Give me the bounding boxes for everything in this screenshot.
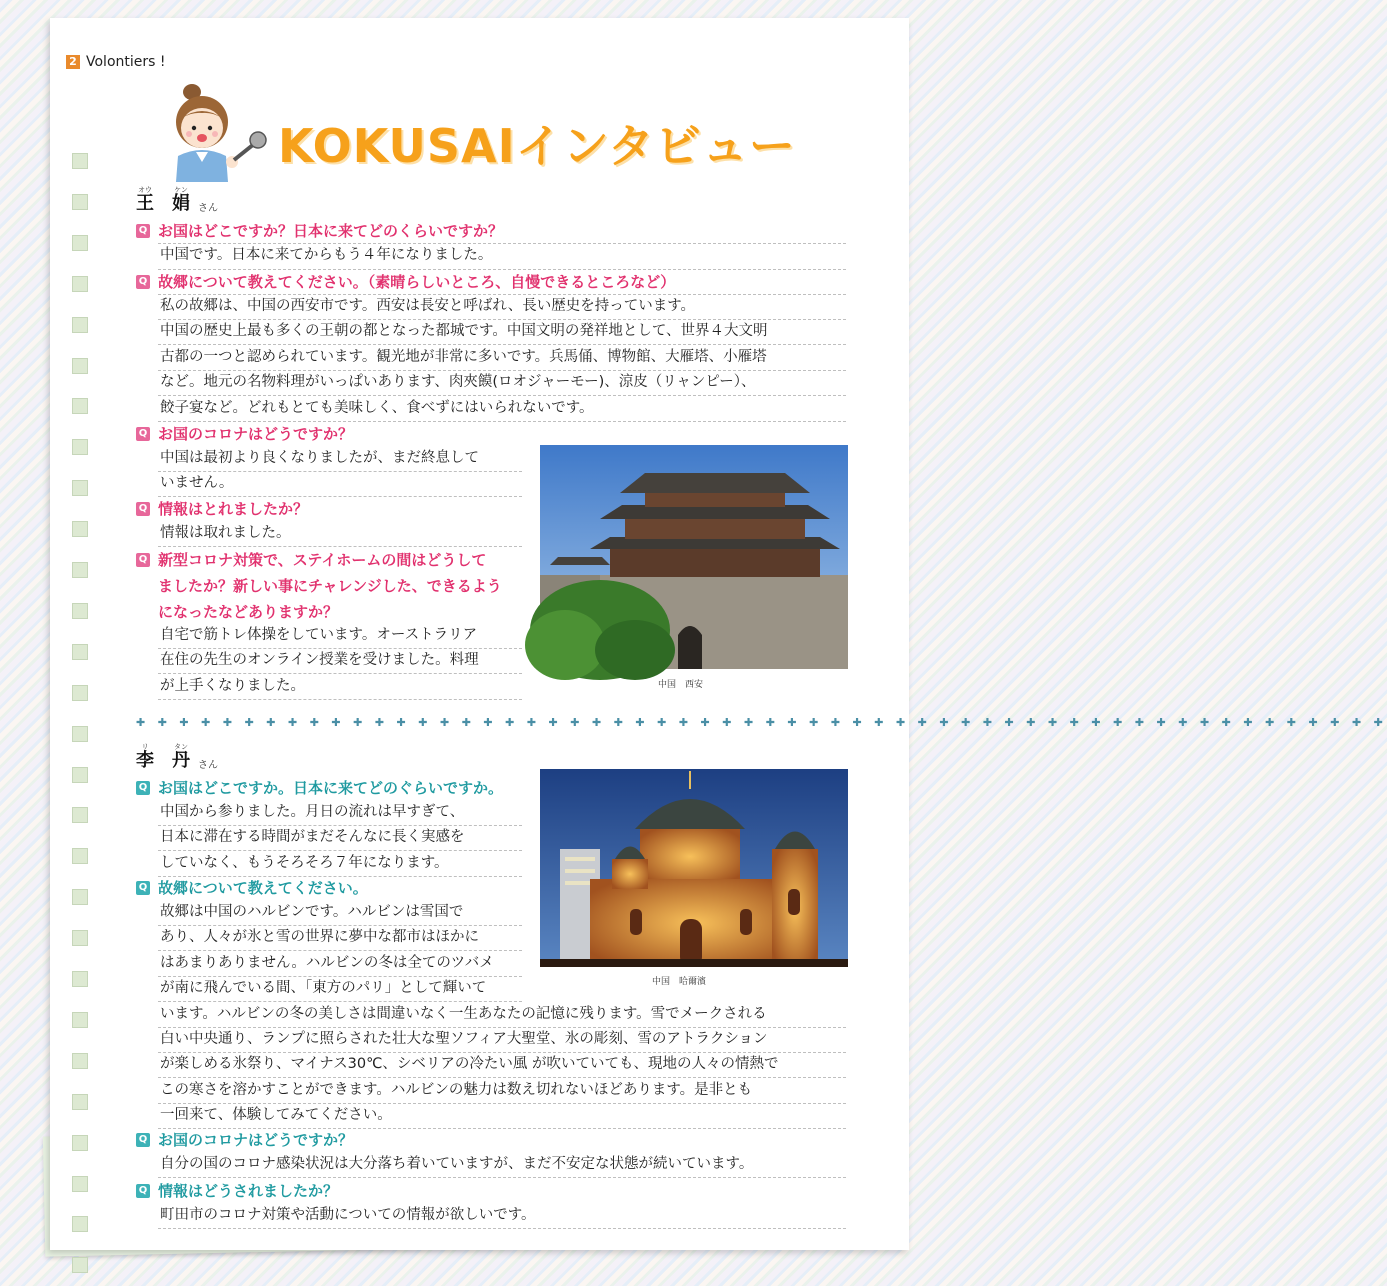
banner-title: KOKUSAIインタビュー [278, 119, 796, 173]
q-badge-icon: Q [136, 553, 150, 567]
question-1-2: Q 故郷について教えてください。（素晴らしいところ、自慢できるところなど） [136, 269, 675, 295]
binder-hole [72, 398, 88, 414]
answer-line: 中国の歴史上最も多くの王朝の都となった都城です。中国文明の発祥地として、世界４大文明 [160, 323, 768, 340]
question-1-3: Q お国のコロナはどうですか？ [136, 421, 353, 447]
q-badge-icon: Q [136, 1184, 150, 1198]
binder-hole [72, 603, 88, 619]
answer-line: が上手くなりました。 [160, 677, 305, 694]
binder-hole [72, 562, 88, 578]
binder-hole [72, 480, 88, 496]
question-1-1: Q お国はどこですか？日本に来てどのくらいですか？ [136, 218, 503, 244]
binder-hole [72, 1216, 88, 1232]
answer-line: 古都の一つと認められています。観光地が非常に多いです。兵馬俑、博物館、大雁塔、小雁塔 [160, 348, 767, 365]
answer-line: 在住の先生のオンライン授業を受けました。料理 [160, 652, 479, 669]
answer-line: いません。 [160, 475, 234, 492]
binder-hole [72, 889, 88, 905]
binder-hole [72, 1012, 88, 1028]
answer-line: 餃子宴など。どれもとても美味しく、食べずにはいられないです。 [160, 399, 594, 416]
page-sheet [50, 18, 1387, 1250]
answer-line: 日本に滞在する時間がまだそんなに長く実感を [160, 829, 465, 846]
binder-hole [72, 1135, 88, 1151]
interviewee-2-name: リ 李 タン 丹 さん [136, 743, 218, 771]
answer-line: 故郷は中国のハルビンです。ハルビンは雪国で [160, 904, 464, 920]
section-number-badge: 2 [66, 55, 80, 69]
answer-line: 自分の国のコロナ感染状況は大分落ち着いていますが、まだ不安定な状態が続いています。 [160, 1156, 754, 1172]
answer-line: 自宅で筋トレ体操をしています。オーストラリア [160, 627, 478, 643]
binder-hole [72, 317, 88, 333]
binder-hole [72, 726, 88, 742]
answer-line: います。ハルビンの冬の美しさは間違いなく一生あなたの記憶に残ります。雪でメークされる [160, 1005, 767, 1022]
answer-line: 町田市のコロナ対策や活動についての情報が欲しいです。 [160, 1207, 536, 1223]
answer-line: はあまりありません。ハルビンの冬は全てのツバメ [160, 954, 494, 971]
q-badge-icon: Q [136, 1133, 150, 1147]
section-title: Volontiers ! [86, 54, 166, 70]
photo-caption-2: 中国 哈爾濱 [652, 977, 707, 987]
question-1-5: Q 新型コロナ対策で、ステイホームの間はどうして ましたか？新しい事にチャレンジした、できるよう になったなどありますか？ [136, 547, 502, 625]
interviewee-1-name: オウ 王 ケン 娟 さん [136, 186, 218, 214]
binder-hole [72, 153, 88, 169]
answer-line: 中国から参りました。月日の流れは早すぎて、 [160, 804, 465, 820]
answer-line: 中国は最初より良くなりましたが、まだ終息して [160, 450, 479, 466]
answer-line: あり、人々が氷と雪の世界に夢中な都市はほかに [160, 929, 479, 946]
q-badge-icon: Q [136, 881, 150, 895]
answer-line: 中国です。日本に来てからもう４年になりました。 [160, 247, 493, 263]
xian-tower-photo [540, 445, 848, 669]
q-badge-icon: Q [136, 275, 150, 289]
binder-hole [72, 930, 88, 946]
q-badge-icon: Q [136, 224, 150, 238]
answer-line: 情報は取れました。 [160, 525, 291, 541]
question-2-3: Q お国のコロナはどうですか？ [136, 1127, 353, 1153]
binder-hole [72, 807, 88, 823]
binder-hole [72, 1094, 88, 1110]
question-2-1: Q お国はどこですか。日本に来てどのぐらいですか。 [136, 775, 503, 801]
answer-line: この寒さを溶かすことができます。ハルビンの魅力は数え切れないほどあります。是非とも [160, 1081, 753, 1098]
binder-hole [72, 767, 88, 783]
answer-line: 私の故郷は、中国の西安市です。西安は長安と呼ばれ、長い歴史を持っています。 [160, 298, 696, 314]
binder-hole [72, 1176, 88, 1192]
answer-line: が南に飛んでいる間、「東方のパリ」として輝いて [160, 980, 487, 997]
section-divider: ✚ ✚ ✚ ✚ ✚ ✚ ✚ ✚ ✚ ✚ ✚ ✚ ✚ ✚ ✚ ✚ ✚ ✚ ✚ ✚ ✚ ✚ ✚ ✚ ✚ ✚ ✚ ✚ ✚ ✚ ✚ ✚ ✚ ✚ ✚ ✚ ✚ ✚ ✚ ✚ ✚ ✚ ✚ ✚ ✚ ✚ ✚ ✚ ✚ ✚ ✚ ✚ ✚ ✚ ✚ ✚ ✚ ✚ [136, 716, 1387, 729]
binder-hole [72, 971, 88, 987]
question-2-4: Q 情報はどうされましたか？ [136, 1178, 338, 1204]
binder-hole [72, 685, 88, 701]
answer-line: が楽しめる氷祭り、マイナス30℃、シベリアの冷たい風 が吹いていても、現地の人々の情熱で [160, 1056, 779, 1073]
answer-line: 一回来て、体験してみてください。 [160, 1107, 392, 1124]
binder-hole [72, 194, 88, 210]
binder-hole [72, 276, 88, 292]
binder-hole [72, 521, 88, 537]
harbin-cathedral-photo [540, 769, 848, 967]
answer-line: など。地元の名物料理がいっぱいあります、肉夾饃(ロオジャーモー)、涼皮（リャンピー）、 [160, 374, 756, 391]
answer-line: 白い中央通り、ランプに照らされた壮大な聖ソフィア大聖堂、氷の彫刻、雪のアトラクション [160, 1031, 768, 1047]
q-badge-icon: Q [136, 781, 150, 795]
photo-caption-1: 中国 西安 [658, 680, 704, 690]
binder-hole [72, 1053, 88, 1069]
binder-hole [72, 439, 88, 455]
question-1-4: Q 情報はとれましたか？ [136, 496, 308, 522]
interviewer-mascot-icon [162, 82, 272, 182]
binder-hole [72, 358, 88, 374]
question-2-2: Q 故郷について教えてください。 [136, 875, 368, 901]
binder-hole [72, 848, 88, 864]
q-badge-icon: Q [136, 502, 150, 516]
binder-hole [72, 235, 88, 251]
answer-line: していなく、もうそろそろ７年になります。 [160, 854, 449, 871]
binder-hole [72, 644, 88, 660]
binder-hole [72, 1257, 88, 1273]
q-badge-icon: Q [136, 427, 150, 441]
section-header [66, 54, 166, 70]
